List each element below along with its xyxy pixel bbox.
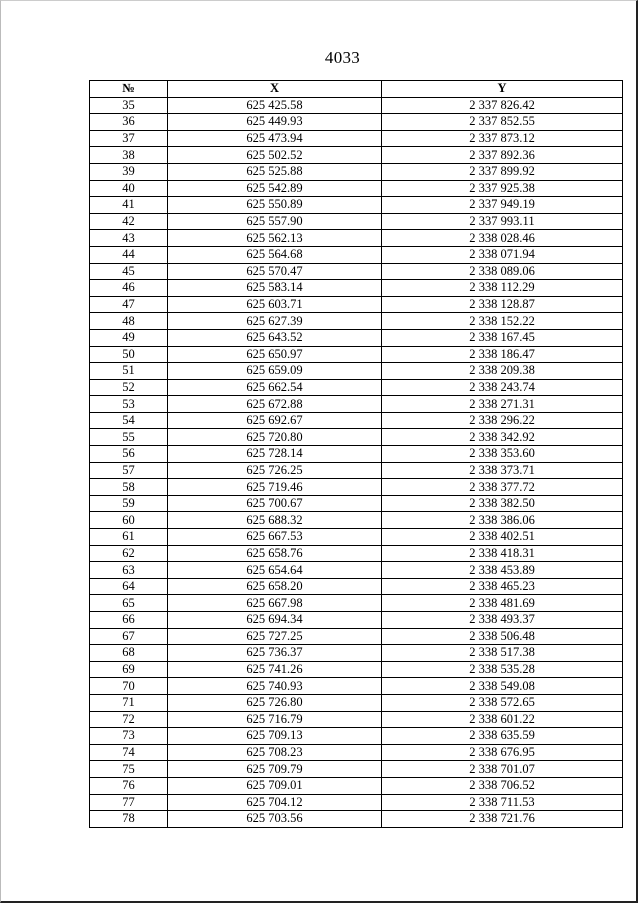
cell-x: 625 570.47 bbox=[168, 263, 382, 280]
cell-y: 2 337 826.42 bbox=[382, 97, 623, 114]
header-y: Y bbox=[382, 81, 623, 98]
cell-y: 2 338 572.65 bbox=[382, 694, 623, 711]
cell-number: 75 bbox=[90, 761, 168, 778]
cell-y: 2 338 209.38 bbox=[382, 363, 623, 380]
table-row bbox=[90, 462, 623, 479]
table-row bbox=[90, 346, 623, 363]
cell-x: 625 654.64 bbox=[168, 562, 382, 579]
cell-number: 62 bbox=[90, 545, 168, 562]
cell-y: 2 338 601.22 bbox=[382, 711, 623, 728]
cell-y: 2 338 493.37 bbox=[382, 612, 623, 629]
table-row bbox=[90, 246, 623, 263]
cell-number: 65 bbox=[90, 595, 168, 612]
cell-number: 36 bbox=[90, 114, 168, 131]
cell-x: 625 650.97 bbox=[168, 346, 382, 363]
table-row bbox=[90, 628, 623, 645]
cell-y: 2 337 873.12 bbox=[382, 130, 623, 147]
cell-y: 2 337 925.38 bbox=[382, 180, 623, 197]
cell-y: 2 338 453.89 bbox=[382, 562, 623, 579]
table-row bbox=[90, 645, 623, 662]
cell-x: 625 583.14 bbox=[168, 280, 382, 297]
cell-y: 2 338 071.94 bbox=[382, 246, 623, 263]
cell-y: 2 338 353.60 bbox=[382, 446, 623, 463]
cell-y: 2 338 271.31 bbox=[382, 396, 623, 413]
cell-number: 43 bbox=[90, 230, 168, 247]
table-row bbox=[90, 114, 623, 131]
cell-number: 46 bbox=[90, 280, 168, 297]
cell-x: 625 525.88 bbox=[168, 163, 382, 180]
table-row bbox=[90, 379, 623, 396]
cell-number: 57 bbox=[90, 462, 168, 479]
cell-number: 53 bbox=[90, 396, 168, 413]
table-row bbox=[90, 562, 623, 579]
cell-y: 2 338 386.06 bbox=[382, 512, 623, 529]
cell-x: 625 694.34 bbox=[168, 612, 382, 629]
cell-x: 625 719.46 bbox=[168, 479, 382, 496]
cell-y: 2 338 676.95 bbox=[382, 744, 623, 761]
table-row bbox=[90, 263, 623, 280]
table-row bbox=[90, 280, 623, 297]
cell-y: 2 338 711.53 bbox=[382, 794, 623, 811]
cell-number: 39 bbox=[90, 163, 168, 180]
cell-y: 2 338 465.23 bbox=[382, 578, 623, 595]
table-row bbox=[90, 147, 623, 164]
cell-number: 77 bbox=[90, 794, 168, 811]
table-row bbox=[90, 744, 623, 761]
table-row bbox=[90, 412, 623, 429]
cell-y: 2 338 635.59 bbox=[382, 728, 623, 745]
cell-x: 625 704.12 bbox=[168, 794, 382, 811]
cell-x: 625 542.89 bbox=[168, 180, 382, 197]
cell-number: 74 bbox=[90, 744, 168, 761]
cell-y: 2 337 852.55 bbox=[382, 114, 623, 131]
cell-x: 625 700.67 bbox=[168, 495, 382, 512]
coordinates-table bbox=[89, 80, 623, 828]
cell-x: 625 502.52 bbox=[168, 147, 382, 164]
cell-x: 625 667.53 bbox=[168, 529, 382, 546]
table-row bbox=[90, 794, 623, 811]
cell-x: 625 692.67 bbox=[168, 412, 382, 429]
table-row bbox=[90, 529, 623, 546]
cell-x: 625 672.88 bbox=[168, 396, 382, 413]
table-row bbox=[90, 761, 623, 778]
cell-number: 76 bbox=[90, 777, 168, 794]
cell-y: 2 338 243.74 bbox=[382, 379, 623, 396]
table-row bbox=[90, 578, 623, 595]
cell-number: 35 bbox=[90, 97, 168, 114]
cell-y: 2 338 167.45 bbox=[382, 329, 623, 346]
cell-y: 2 338 112.29 bbox=[382, 280, 623, 297]
cell-x: 625 740.93 bbox=[168, 678, 382, 695]
cell-y: 2 338 517.38 bbox=[382, 645, 623, 662]
cell-x: 625 473.94 bbox=[168, 130, 382, 147]
cell-x: 625 726.80 bbox=[168, 694, 382, 711]
cell-number: 78 bbox=[90, 811, 168, 828]
cell-number: 44 bbox=[90, 246, 168, 263]
cell-number: 56 bbox=[90, 446, 168, 463]
cell-number: 58 bbox=[90, 479, 168, 496]
table-row bbox=[90, 180, 623, 197]
cell-number: 69 bbox=[90, 661, 168, 678]
cell-number: 61 bbox=[90, 529, 168, 546]
cell-y: 2 337 993.11 bbox=[382, 213, 623, 230]
cell-y: 2 338 128.87 bbox=[382, 296, 623, 313]
cell-number: 38 bbox=[90, 147, 168, 164]
table-row bbox=[90, 363, 623, 380]
table-row bbox=[90, 313, 623, 330]
cell-number: 41 bbox=[90, 197, 168, 214]
table-row bbox=[90, 230, 623, 247]
table-row bbox=[90, 429, 623, 446]
header-number: № bbox=[90, 81, 168, 98]
cell-x: 625 550.89 bbox=[168, 197, 382, 214]
table-row bbox=[90, 678, 623, 695]
cell-x: 625 662.54 bbox=[168, 379, 382, 396]
table-row bbox=[90, 595, 623, 612]
table-row bbox=[90, 396, 623, 413]
table-row bbox=[90, 163, 623, 180]
cell-number: 64 bbox=[90, 578, 168, 595]
cell-number: 55 bbox=[90, 429, 168, 446]
cell-x: 625 708.23 bbox=[168, 744, 382, 761]
cell-number: 73 bbox=[90, 728, 168, 745]
table-row bbox=[90, 197, 623, 214]
cell-x: 625 709.79 bbox=[168, 761, 382, 778]
cell-number: 47 bbox=[90, 296, 168, 313]
table-row bbox=[90, 213, 623, 230]
table-row bbox=[90, 495, 623, 512]
cell-y: 2 337 949.19 bbox=[382, 197, 623, 214]
cell-x: 625 720.80 bbox=[168, 429, 382, 446]
cell-x: 625 658.20 bbox=[168, 578, 382, 595]
table-row bbox=[90, 661, 623, 678]
cell-y: 2 338 402.51 bbox=[382, 529, 623, 546]
cell-number: 67 bbox=[90, 628, 168, 645]
cell-x: 625 726.25 bbox=[168, 462, 382, 479]
cell-y: 2 338 506.48 bbox=[382, 628, 623, 645]
table-row bbox=[90, 130, 623, 147]
cell-number: 42 bbox=[90, 213, 168, 230]
cell-y: 2 338 152.22 bbox=[382, 313, 623, 330]
table-row bbox=[90, 97, 623, 114]
cell-y: 2 338 296.22 bbox=[382, 412, 623, 429]
cell-x: 625 564.68 bbox=[168, 246, 382, 263]
cell-x: 625 449.93 bbox=[168, 114, 382, 131]
cell-x: 625 658.76 bbox=[168, 545, 382, 562]
cell-number: 71 bbox=[90, 694, 168, 711]
cell-y: 2 338 089.06 bbox=[382, 263, 623, 280]
cell-number: 50 bbox=[90, 346, 168, 363]
cell-y: 2 338 549.08 bbox=[382, 678, 623, 695]
cell-number: 52 bbox=[90, 379, 168, 396]
cell-number: 63 bbox=[90, 562, 168, 579]
cell-y: 2 337 892.36 bbox=[382, 147, 623, 164]
table-row bbox=[90, 777, 623, 794]
cell-number: 48 bbox=[90, 313, 168, 330]
cell-x: 625 727.25 bbox=[168, 628, 382, 645]
table-row bbox=[90, 446, 623, 463]
table-header-row bbox=[90, 81, 623, 98]
table-row bbox=[90, 296, 623, 313]
table-row bbox=[90, 612, 623, 629]
cell-x: 625 716.79 bbox=[168, 711, 382, 728]
cell-y: 2 338 028.46 bbox=[382, 230, 623, 247]
cell-y: 2 338 701.07 bbox=[382, 761, 623, 778]
header-x: X bbox=[168, 81, 382, 98]
cell-number: 72 bbox=[90, 711, 168, 728]
cell-x: 625 659.09 bbox=[168, 363, 382, 380]
cell-x: 625 643.52 bbox=[168, 329, 382, 346]
cell-y: 2 338 418.31 bbox=[382, 545, 623, 562]
cell-x: 625 603.71 bbox=[168, 296, 382, 313]
cell-number: 59 bbox=[90, 495, 168, 512]
cell-number: 45 bbox=[90, 263, 168, 280]
cell-x: 625 557.90 bbox=[168, 213, 382, 230]
cell-number: 51 bbox=[90, 363, 168, 380]
table-row bbox=[90, 329, 623, 346]
cell-number: 37 bbox=[90, 130, 168, 147]
cell-x: 625 688.32 bbox=[168, 512, 382, 529]
cell-x: 625 627.39 bbox=[168, 313, 382, 330]
cell-y: 2 338 373.71 bbox=[382, 462, 623, 479]
cell-y: 2 338 382.50 bbox=[382, 495, 623, 512]
cell-x: 625 728.14 bbox=[168, 446, 382, 463]
cell-x: 625 709.13 bbox=[168, 728, 382, 745]
cell-number: 49 bbox=[90, 329, 168, 346]
cell-y: 2 338 721.76 bbox=[382, 811, 623, 828]
cell-x: 625 425.58 bbox=[168, 97, 382, 114]
cell-x: 625 736.37 bbox=[168, 645, 382, 662]
cell-y: 2 338 377.72 bbox=[382, 479, 623, 496]
cell-x: 625 709.01 bbox=[168, 777, 382, 794]
cell-number: 70 bbox=[90, 678, 168, 695]
table-row bbox=[90, 728, 623, 745]
table-row bbox=[90, 512, 623, 529]
cell-y: 2 338 706.52 bbox=[382, 777, 623, 794]
cell-y: 2 338 481.69 bbox=[382, 595, 623, 612]
table-row bbox=[90, 479, 623, 496]
table-row bbox=[90, 811, 623, 828]
table-row bbox=[90, 545, 623, 562]
cell-number: 66 bbox=[90, 612, 168, 629]
table-row bbox=[90, 711, 623, 728]
cell-y: 2 338 186.47 bbox=[382, 346, 623, 363]
cell-x: 625 562.13 bbox=[168, 230, 382, 247]
cell-y: 2 338 342.92 bbox=[382, 429, 623, 446]
cell-number: 40 bbox=[90, 180, 168, 197]
cell-x: 625 741.26 bbox=[168, 661, 382, 678]
cell-x: 625 667.98 bbox=[168, 595, 382, 612]
cell-number: 54 bbox=[90, 412, 168, 429]
page-number: 4033 bbox=[324, 48, 361, 67]
table-row bbox=[90, 694, 623, 711]
cell-y: 2 337 899.92 bbox=[382, 163, 623, 180]
cell-y: 2 338 535.28 bbox=[382, 661, 623, 678]
cell-number: 68 bbox=[90, 645, 168, 662]
cell-number: 60 bbox=[90, 512, 168, 529]
cell-x: 625 703.56 bbox=[168, 811, 382, 828]
